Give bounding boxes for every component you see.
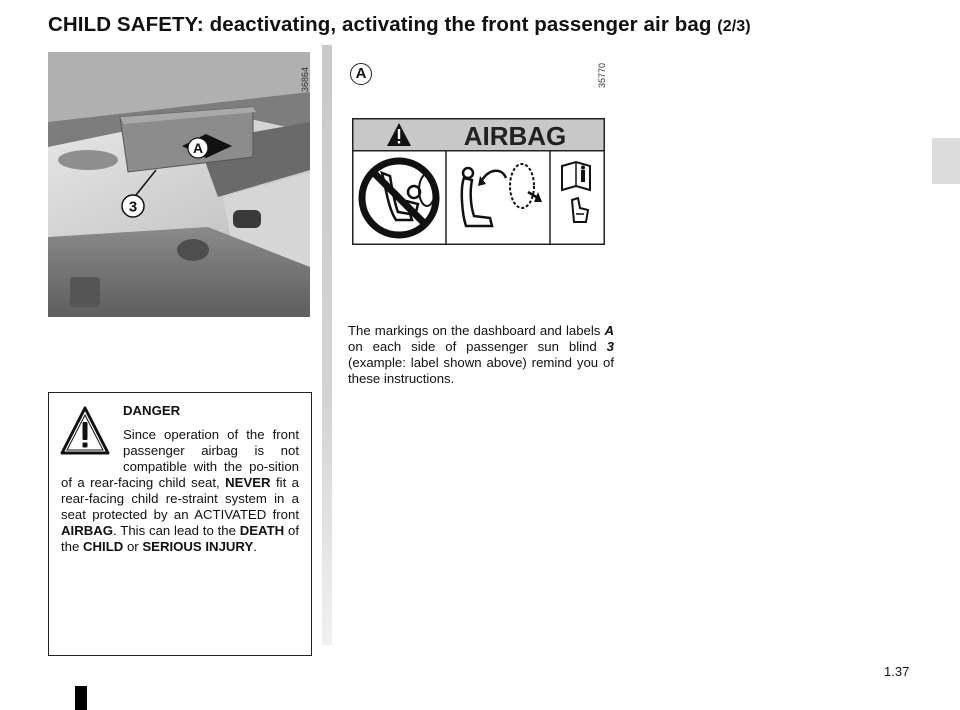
column-divider	[322, 45, 332, 645]
body-text-part: The markings on the dashboard and labels	[348, 323, 605, 338]
callout-A-letter: A	[192, 140, 204, 156]
body-text-part: (example: label shown above) remind you of these instructions.	[348, 355, 614, 386]
body-ref-3: 3	[606, 339, 614, 354]
figure-right-callout-A: A	[350, 63, 372, 85]
airbag-warning-label	[352, 118, 605, 245]
title-page-indicator: (2/3)	[717, 18, 751, 35]
sun-visor-illustration	[48, 52, 310, 317]
danger-warning-box	[48, 392, 312, 656]
danger-title: DANGER	[123, 403, 181, 418]
danger-emphasis: SERIOUS INJURY	[142, 539, 254, 554]
page-corner-mark	[75, 686, 87, 710]
page-title	[48, 13, 928, 37]
warning-triangle-icon	[59, 403, 111, 459]
danger-emphasis: CHILD	[83, 539, 124, 554]
figure-left-ref-number: 36864	[300, 66, 310, 92]
danger-text-part: Since operation of the front passenger airbag is not compatible with the po-sition of a rear-facing child seat,	[61, 427, 299, 490]
door-mirror	[233, 210, 261, 228]
title-text: CHILD SAFETY: deactivating, activating the front passenger air bag	[48, 13, 712, 36]
label-airbag-word: AIRBAG	[463, 121, 567, 151]
figure-right-ref-number: 35770	[597, 62, 607, 88]
danger-text-part: .	[253, 539, 257, 554]
danger-text-part: fit a rear-facing child re-straint system in a seat protected by an ACTIVATED front	[61, 475, 299, 522]
danger-emphasis: DEATH	[239, 523, 285, 538]
danger-text-part: or	[123, 539, 143, 554]
body-ref-A: A	[604, 323, 614, 338]
callout-3-number: 3	[128, 198, 138, 216]
danger-text-part: of the	[61, 523, 299, 554]
sun-visor-photo	[48, 52, 310, 317]
instructions-paragraph	[348, 323, 614, 387]
air-vent	[177, 239, 209, 261]
danger-text-part: . This can lead to the	[113, 523, 240, 538]
page-number: 1.37	[884, 664, 910, 679]
rear-view-mirror	[58, 150, 118, 170]
door-panel-switch	[70, 277, 100, 307]
danger-emphasis: NEVER	[225, 475, 271, 490]
chapter-tab	[932, 138, 960, 184]
danger-emphasis: AIRBAG	[61, 523, 114, 538]
body-text-part: on each side of passenger sun blind	[348, 339, 607, 354]
